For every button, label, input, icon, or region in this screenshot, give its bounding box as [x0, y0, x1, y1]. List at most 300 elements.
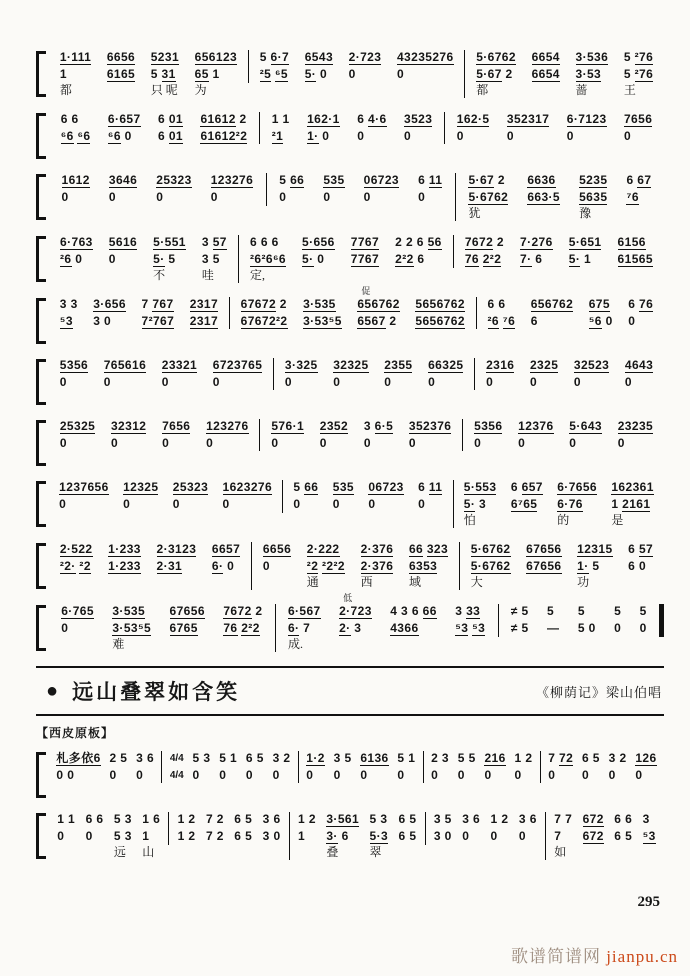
- watermark-site-name: 歌谱简谱网: [510, 947, 601, 966]
- note-bottom: [618, 436, 653, 451]
- note-group: 1: [271, 112, 279, 126]
- note-cell: [548, 751, 573, 783]
- note-cell: [200, 112, 247, 144]
- note-bottom: [395, 252, 442, 267]
- note-group: 6: [418, 480, 426, 494]
- note-cell: [86, 812, 104, 845]
- note-cell: [351, 235, 379, 268]
- note-group: 0: [457, 768, 465, 782]
- note-top: [142, 297, 175, 312]
- note-cell: [569, 419, 602, 451]
- note-group: ⁶6: [77, 129, 91, 143]
- note-top: [60, 235, 93, 250]
- note-bottom: [567, 129, 607, 144]
- note-bottom: [364, 436, 393, 451]
- note-group: 5·67: [468, 173, 495, 187]
- note-top: [628, 297, 653, 312]
- note-cell: [628, 542, 653, 575]
- note-top: [293, 480, 318, 495]
- measure: [545, 812, 664, 860]
- note-cell: [624, 112, 652, 144]
- note-cell: [60, 297, 78, 329]
- note-cell: [273, 751, 291, 783]
- note-top: [59, 480, 109, 495]
- note-cell: [302, 235, 335, 268]
- note-group: 6: [498, 297, 506, 311]
- measure: [49, 604, 275, 652]
- note-group: 6: [271, 235, 279, 249]
- note-group: 6: [398, 829, 406, 843]
- note-top: [305, 50, 333, 65]
- note-top: [333, 480, 354, 495]
- note-cell: [518, 419, 553, 451]
- note-cell: [293, 480, 318, 513]
- note-group: 6: [628, 542, 636, 556]
- note-cell: [306, 751, 325, 783]
- note-top: [464, 480, 497, 495]
- note-top: [488, 297, 516, 312]
- lyric: 为: [194, 83, 207, 97]
- note-group: 5·6762: [476, 50, 516, 64]
- note-group: 4643: [624, 358, 654, 372]
- note-group: 0: [162, 436, 170, 450]
- note-top: [206, 812, 224, 827]
- note-group: 0: [368, 497, 376, 511]
- note-bottom: [569, 252, 602, 267]
- note-bottom: [263, 829, 281, 844]
- lyric: 成.: [287, 637, 303, 651]
- note-bottom: [409, 436, 451, 451]
- lyric: 蔷: [575, 83, 588, 97]
- note-bottom: [57, 829, 75, 844]
- note-cell: [418, 480, 442, 513]
- note-group: 0: [614, 621, 622, 635]
- note-top: [370, 812, 389, 827]
- note-top: [162, 419, 190, 434]
- note-group: 323: [426, 542, 449, 556]
- note-top: [219, 751, 237, 766]
- note-top: [223, 480, 273, 495]
- note-group: 5: [369, 812, 377, 826]
- note-group: 0: [57, 829, 65, 843]
- note-cell: [326, 812, 359, 860]
- note-bottom: [195, 67, 237, 82]
- note-group: 3: [433, 829, 441, 843]
- note-group: 66: [422, 604, 437, 618]
- note-group: 76: [223, 621, 238, 635]
- note-group: 2: [255, 604, 263, 618]
- note-cell: [474, 419, 502, 451]
- note-group: 6: [146, 751, 155, 765]
- note-bottom: [409, 559, 448, 574]
- measure: [49, 173, 266, 206]
- system-body: [49, 358, 664, 390]
- note-group: 1·: [577, 559, 589, 573]
- measure: [282, 480, 452, 513]
- note-group: 5656762: [415, 297, 465, 311]
- note-cell: [61, 604, 94, 637]
- note-group: 6156: [617, 235, 646, 249]
- watermark-url: jianpu.cn: [606, 947, 678, 966]
- note-group: 0: [110, 436, 119, 450]
- note-group: 7²767: [141, 314, 175, 328]
- note-group: 23235: [617, 419, 654, 433]
- note-group: 0: [333, 375, 341, 389]
- note-group: 01: [168, 129, 183, 143]
- note-group: 6·7: [270, 50, 290, 64]
- note-bottom: [158, 129, 183, 144]
- measure: [459, 542, 664, 590]
- note-top: [431, 751, 449, 766]
- note-top: [576, 50, 609, 65]
- note-top: [200, 112, 247, 127]
- note-cell: [531, 297, 573, 329]
- note-top: [626, 173, 651, 188]
- note-bottom: [86, 829, 104, 844]
- music-system: [36, 751, 664, 798]
- note-group: 6: [60, 112, 68, 126]
- note-top: [260, 50, 289, 65]
- note-group: 札多依6: [56, 751, 101, 765]
- note-top: [60, 358, 88, 373]
- note-bottom: [418, 190, 442, 205]
- note-group: 0: [474, 436, 482, 450]
- note-group: 0: [227, 559, 235, 573]
- note-top: [458, 751, 476, 766]
- note-group: 6·5: [374, 419, 394, 433]
- note-cell: [107, 50, 135, 83]
- note-cell: [158, 112, 183, 144]
- note-group: ≠: [510, 621, 518, 635]
- note-cell: [60, 419, 95, 451]
- note-group: 2·376: [360, 559, 394, 573]
- note-group: 56: [427, 235, 442, 249]
- note-group: 0: [348, 67, 356, 81]
- note-group: 32325: [333, 358, 369, 372]
- note-bottom: [339, 621, 372, 636]
- note-top: [569, 419, 602, 434]
- system-body: [49, 173, 664, 221]
- note-group: 61565: [617, 252, 653, 266]
- tempo-annotation: 促: [361, 286, 371, 296]
- note-group: 0: [219, 768, 227, 782]
- note-group: 5: [614, 604, 622, 618]
- note-group: 0: [279, 190, 287, 204]
- note-group: 0: [222, 497, 230, 511]
- note-group: 6⁷65: [510, 497, 538, 511]
- note-cell: [241, 297, 288, 329]
- note-cell: [395, 235, 442, 268]
- note-group: 4: [390, 604, 398, 618]
- note-group: 5: [279, 173, 287, 187]
- note-top: [625, 358, 653, 373]
- note-cell: [476, 50, 516, 98]
- note-bottom: [93, 314, 126, 329]
- note-top: [583, 812, 604, 827]
- note-group: 12376: [518, 419, 554, 433]
- measure: [423, 751, 540, 783]
- note-group: 1: [298, 812, 306, 826]
- note-group: 1: [142, 812, 150, 826]
- note-group: 6: [628, 297, 636, 311]
- note-cell: [589, 297, 613, 329]
- note-bottom: [60, 67, 91, 82]
- note-group: 5: [623, 67, 631, 81]
- note-bottom: [520, 252, 553, 267]
- note-group: 57: [212, 235, 227, 249]
- note-bottom: [305, 67, 333, 82]
- section-header: [36, 666, 664, 741]
- note-group: 23321: [161, 358, 198, 372]
- note-bottom: [109, 252, 137, 267]
- note-group: 0: [506, 129, 514, 143]
- note-group: 0: [104, 314, 112, 328]
- note-group: 0: [59, 436, 67, 450]
- note-bottom: [219, 768, 237, 783]
- note-group: ²2²2: [322, 559, 345, 573]
- note-cell: [397, 50, 454, 83]
- note-group: 0: [404, 129, 412, 143]
- note-bottom: [511, 621, 529, 636]
- note-top: [434, 812, 452, 827]
- note-group: ⁶6: [60, 129, 74, 143]
- lyric: 功: [577, 575, 590, 589]
- note-bottom: [272, 129, 290, 144]
- lyric: 都: [59, 83, 72, 97]
- note-cell: [364, 173, 399, 206]
- note-top: [107, 50, 135, 65]
- note-group: 6654: [531, 67, 560, 81]
- music-system: [36, 286, 664, 344]
- note-group: 5·3: [369, 829, 389, 843]
- note-group: 7: [554, 829, 562, 843]
- note-bottom: [123, 497, 158, 512]
- note-cell: [577, 542, 612, 590]
- note-group: 6: [418, 173, 426, 187]
- note-group: 2317: [189, 297, 219, 311]
- note-top: [397, 50, 454, 65]
- title-bottom-rule: [36, 714, 664, 716]
- note-cell: [511, 480, 543, 513]
- note-cell: [285, 358, 318, 390]
- note-group: 123276: [206, 419, 249, 433]
- note-top: [415, 297, 465, 312]
- note-bottom: [211, 190, 253, 205]
- note-cell: [390, 604, 437, 637]
- note-top: [212, 542, 240, 557]
- note-top: [418, 173, 442, 188]
- note-top: [351, 235, 379, 250]
- note-group: 1237656: [59, 480, 109, 494]
- note-bottom: [109, 768, 127, 783]
- note-bottom: [431, 768, 449, 783]
- lyric: 只 呢: [150, 83, 178, 97]
- note-bottom: [193, 768, 211, 783]
- note-bottom: [263, 559, 291, 574]
- note-bottom: [298, 829, 316, 844]
- lyric: 山: [142, 845, 155, 859]
- note-group: 5: [625, 829, 633, 843]
- note-group: 0: [581, 768, 590, 782]
- note-group: 5: [592, 559, 600, 573]
- note-group: 6657: [211, 542, 241, 556]
- note-group: 32523: [573, 358, 610, 372]
- note-group: 6656: [262, 542, 292, 556]
- note-bottom: [462, 829, 480, 844]
- lyric: 哇: [201, 268, 214, 282]
- note-bottom: [349, 67, 382, 82]
- note-group: 5: [639, 604, 647, 618]
- note-bottom: [624, 67, 653, 82]
- note-group: 5: [192, 751, 200, 765]
- note-group: 656762: [357, 297, 400, 311]
- note-group: 576·1: [271, 419, 305, 433]
- note-top: [364, 173, 399, 188]
- note-bottom: [582, 768, 600, 783]
- note-cell: [59, 480, 109, 513]
- note-group: 0: [156, 190, 164, 204]
- note-top: [643, 812, 656, 827]
- note-group: 0: [273, 829, 281, 843]
- note-group: 6765: [169, 621, 198, 635]
- note-top: [547, 604, 559, 619]
- lyric: 是: [611, 513, 624, 527]
- lyric: 西: [360, 575, 373, 589]
- note-group: 3: [201, 235, 209, 249]
- note-group: 3: [124, 829, 132, 843]
- note-bottom: [288, 621, 321, 636]
- note-group: 0: [67, 768, 75, 782]
- music-systems-top: [36, 50, 664, 652]
- note-group: 7·276: [520, 235, 553, 249]
- note-group: 11: [428, 173, 443, 187]
- note-group: 675: [588, 297, 610, 311]
- note-top: [399, 812, 417, 827]
- note-group: 25323: [172, 480, 209, 494]
- measure: [251, 542, 459, 590]
- note-top: [554, 812, 572, 827]
- note-group: 6: [234, 829, 242, 843]
- note-top: [409, 542, 448, 557]
- note-group: 5635: [579, 190, 608, 204]
- note-group: 2: [188, 812, 196, 826]
- note-group: 67656: [526, 559, 562, 573]
- note-group: 6353: [408, 559, 438, 573]
- note-group: 2·: [339, 621, 351, 635]
- note-group: 663·5: [527, 190, 561, 204]
- system-bracket: [36, 605, 46, 651]
- note-group: 3: [363, 419, 371, 433]
- note-group: 2·522: [59, 542, 93, 556]
- note-bottom: [589, 314, 613, 329]
- note-group: 0: [605, 314, 613, 328]
- note-group: 0: [136, 768, 144, 782]
- note-group: 0: [518, 829, 526, 843]
- note-top: [486, 358, 514, 373]
- note-group: 7656: [162, 419, 191, 433]
- note-group: 3: [642, 812, 650, 826]
- note-bottom: [364, 190, 399, 205]
- note-cell: [618, 235, 653, 268]
- note-top: [418, 480, 442, 495]
- note-group: 0: [444, 829, 452, 843]
- note-cell: [349, 50, 382, 83]
- note-bottom: [628, 314, 653, 329]
- note-group: 12325: [123, 480, 159, 494]
- note-top: [190, 297, 218, 312]
- note-group: 1·111: [59, 50, 92, 64]
- note-group: 1: [177, 829, 185, 843]
- note-group: 5: [256, 751, 264, 765]
- note-group: 3523: [404, 112, 433, 126]
- note-top: [202, 235, 227, 250]
- note-bottom: [484, 768, 505, 783]
- note-group: 1: [611, 497, 619, 511]
- note-bottom: [307, 129, 340, 144]
- note-group: 2: [239, 112, 247, 126]
- lyric: 的: [557, 513, 570, 527]
- note-group: 66: [408, 542, 424, 556]
- note-bottom: [173, 497, 208, 512]
- note-bottom: [60, 252, 93, 267]
- note-bottom: [62, 190, 90, 205]
- note-top: [457, 112, 490, 127]
- note-top: [195, 50, 237, 65]
- measure: [248, 50, 464, 83]
- note-group: ²2: [79, 559, 91, 573]
- note-cell: [465, 235, 504, 268]
- note-bottom: [618, 252, 653, 267]
- note-group: 0: [456, 129, 464, 143]
- note-group: 3: [462, 812, 470, 826]
- note-group: 0: [272, 768, 280, 782]
- note-group: 0: [397, 768, 405, 782]
- note-group: 2: [109, 751, 117, 765]
- note-group: ⁵3: [455, 621, 469, 635]
- note-top: [484, 751, 505, 766]
- note-group: ⁶6: [107, 129, 121, 143]
- note-cell: [57, 812, 75, 845]
- note-top: [173, 480, 208, 495]
- note-cell: [303, 297, 342, 329]
- note-group: 33: [466, 604, 481, 618]
- note-group: 6·765: [61, 604, 94, 618]
- note-group: 6·763: [60, 235, 93, 249]
- note-group: 5235: [579, 173, 608, 187]
- note-group: 656123: [194, 50, 238, 64]
- note-top: [518, 419, 553, 434]
- note-group: 7·: [520, 252, 532, 266]
- note-group: 0: [617, 436, 625, 450]
- note-top: [333, 358, 368, 373]
- note-bottom: [285, 375, 318, 390]
- note-bottom: [271, 436, 304, 451]
- note-top: [61, 112, 91, 127]
- note-bottom: [60, 375, 88, 390]
- note-cell: [108, 542, 141, 575]
- note-top: [614, 812, 632, 827]
- note-top: [93, 297, 126, 312]
- note-bottom: [60, 314, 78, 329]
- note-top: [390, 604, 437, 619]
- note-bottom: [574, 375, 609, 390]
- note-group: 5: [397, 751, 405, 765]
- note-cell: [640, 604, 647, 637]
- note-cell: [578, 604, 596, 637]
- music-system: [36, 812, 664, 860]
- note-group: 6: [614, 829, 622, 843]
- note-bottom: [415, 314, 465, 329]
